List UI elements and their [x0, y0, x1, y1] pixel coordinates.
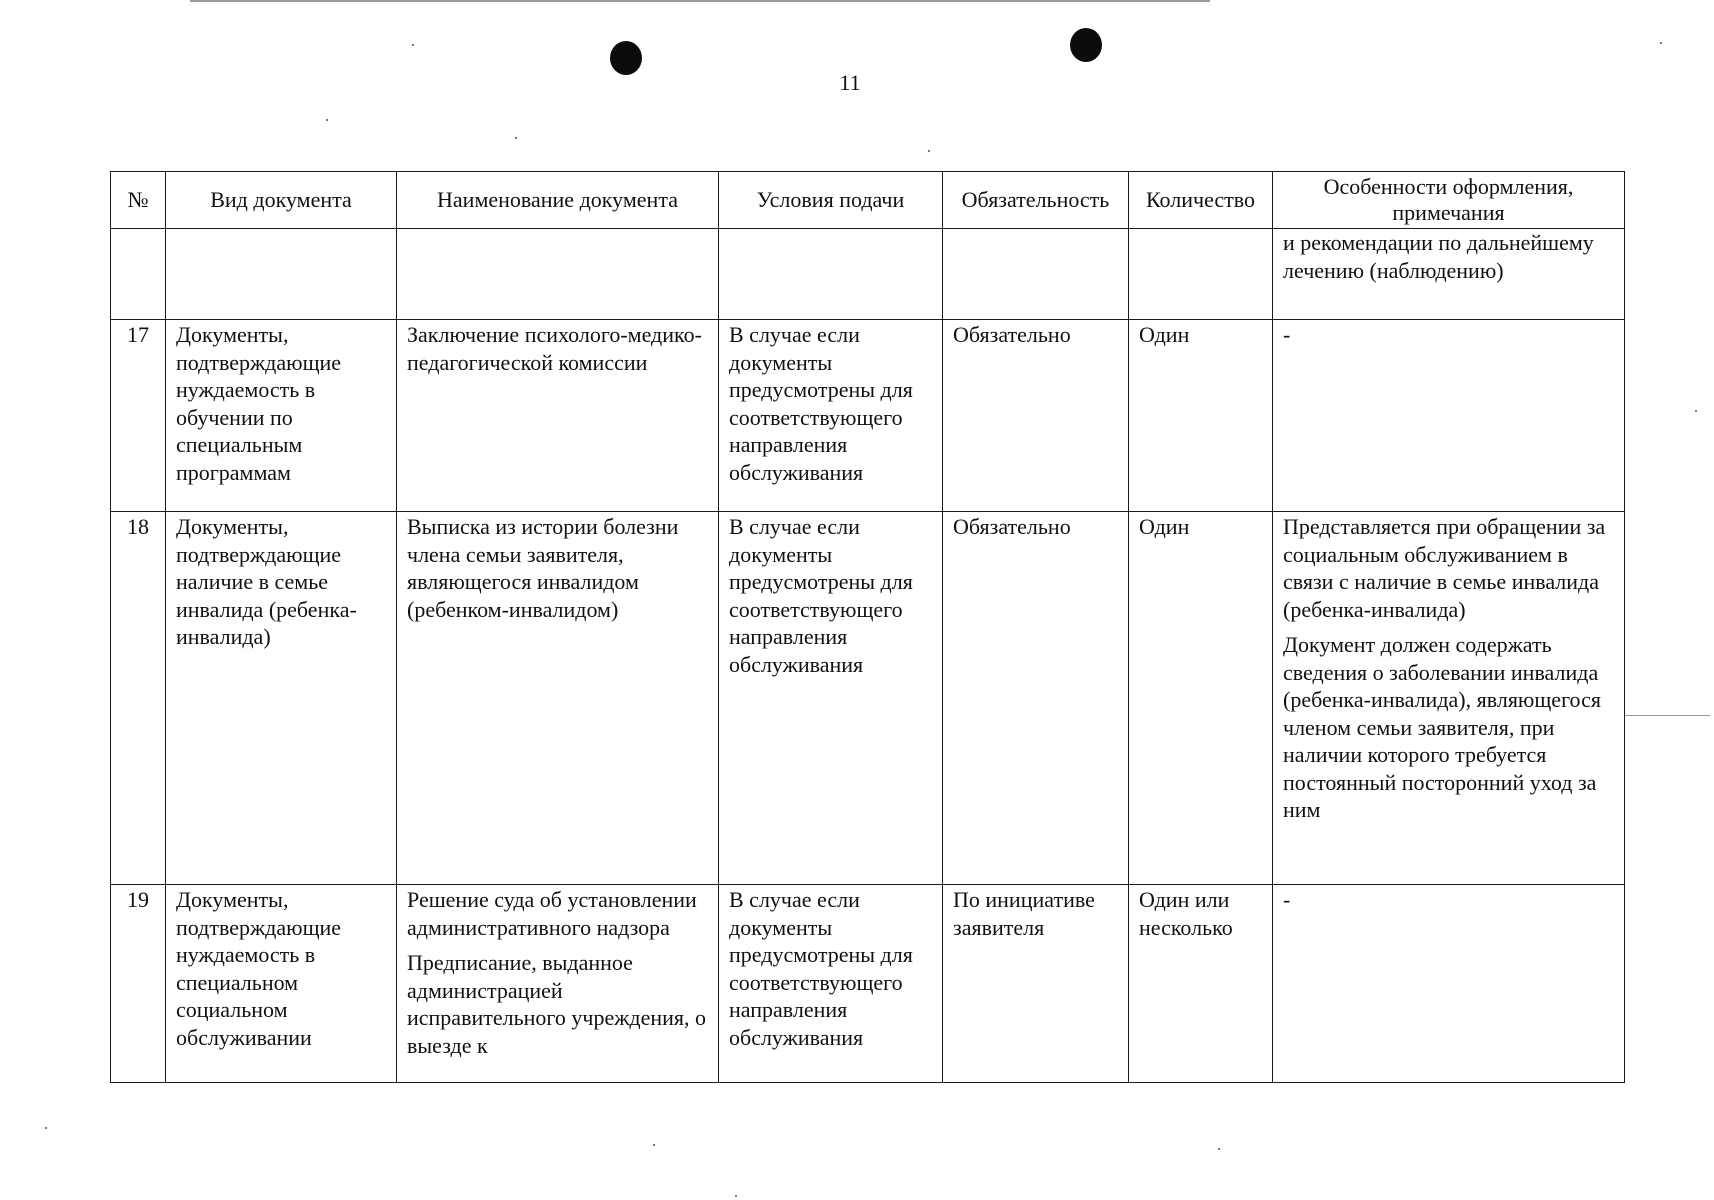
- cell-quantity: Один: [1129, 320, 1273, 512]
- cell-empty: [166, 229, 397, 320]
- header-quantity: Количество: [1129, 172, 1273, 229]
- cell-empty: [943, 229, 1129, 320]
- table-row: [111, 320, 1625, 512]
- cell-notes: [1273, 320, 1625, 512]
- scan-speck: [515, 137, 517, 139]
- header-number: №: [111, 172, 166, 229]
- punch-hole: [610, 41, 642, 75]
- page-number: 11: [839, 70, 861, 95]
- table-row-continuation: [111, 229, 1625, 320]
- header-doc-name: Наименование документа: [397, 172, 719, 229]
- scan-speck: [326, 119, 328, 121]
- cell-notes: [1273, 885, 1625, 1083]
- cell-conditions: В случае если документы предусмотрены для соответствующего направления обслуживания: [719, 885, 943, 1083]
- punch-hole: [1070, 28, 1102, 62]
- documents-table: [110, 171, 1625, 1083]
- scan-speck: [1660, 42, 1662, 44]
- header-mandatory: Обязательность: [943, 172, 1129, 229]
- cell-doc-type: Документы, подтверждающие наличие в семье инвалида (ребенка-инвалида): [166, 512, 397, 885]
- scan-speck: [412, 44, 414, 46]
- header-conditions: Условия подачи: [719, 172, 943, 229]
- scan-speck: [735, 1195, 737, 1197]
- row-number: 18: [111, 512, 166, 885]
- doc-name-text: Решение суда об установлении административного надзора: [407, 887, 697, 940]
- cell-mandatory: Обязательно: [943, 512, 1129, 885]
- scan-speck: [928, 150, 930, 152]
- scan-edge-line: [190, 0, 1210, 2]
- notes-text: Документ должен содержать сведения о заболевании инвалида (ребенка-инвалида), являющегося членом семьи заявителя, при наличии которого требуется постоянный посторонний уход за ним: [1283, 632, 1601, 822]
- table-row: [111, 512, 1625, 885]
- cell-quantity: Один: [1129, 512, 1273, 885]
- cell-doc-name: [397, 512, 719, 885]
- cell-quantity: Один или несколько: [1129, 885, 1273, 1083]
- cell-empty: [111, 229, 166, 320]
- cell-empty: [397, 229, 719, 320]
- notes-text: -: [1283, 322, 1291, 347]
- row-number: 19: [111, 885, 166, 1083]
- header-notes: Особенности оформления, примечания: [1273, 172, 1625, 229]
- cell-doc-name: [397, 320, 719, 512]
- scan-speck: [1695, 410, 1697, 412]
- cell-doc-name: [397, 885, 719, 1083]
- notes-text: -: [1283, 887, 1291, 912]
- cell-empty: [1129, 229, 1273, 320]
- scan-speck: [45, 1127, 47, 1129]
- cell-notes: [1273, 512, 1625, 885]
- notes-text: Представляется при обращении за социальным обслуживанием в связи с наличие в семье инвалида (ребенка-инвалида): [1283, 514, 1606, 622]
- doc-name-text: Выписка из истории болезни члена семьи заявителя, являющегося инвалидом (ребенком-инвалидом): [407, 514, 679, 622]
- cell-mandatory: Обязательно: [943, 320, 1129, 512]
- table-row: [111, 885, 1625, 1083]
- scan-edge-line: [1625, 715, 1710, 716]
- doc-name-text: Предписание, выданное администрацией исправительного учреждения, о выезде к: [407, 950, 707, 1058]
- row-number: 17: [111, 320, 166, 512]
- cell-doc-type: Документы, подтверждающие нуждаемость в обучении по специальным программам: [166, 320, 397, 512]
- cell-conditions: В случае если документы предусмотрены для соответствующего направления обслуживания: [719, 512, 943, 885]
- table-header-row: [111, 172, 1625, 229]
- scan-speck: [653, 1144, 655, 1146]
- continuation-note: и рекомендации по дальнейшему лечению (наблюдению): [1273, 229, 1625, 320]
- cell-doc-type: Документы, подтверждающие нуждаемость в специальном социальном обслуживании: [166, 885, 397, 1083]
- cell-mandatory: По инициативе заявителя: [943, 885, 1129, 1083]
- cell-conditions: В случае если документы предусмотрены для соответствующего направления обслуживания: [719, 320, 943, 512]
- header-doc-type: Вид документа: [166, 172, 397, 229]
- doc-name-text: Заключение психолого-медико-педагогической комиссии: [407, 322, 702, 375]
- scan-speck: [1218, 1148, 1220, 1150]
- cell-empty: [719, 229, 943, 320]
